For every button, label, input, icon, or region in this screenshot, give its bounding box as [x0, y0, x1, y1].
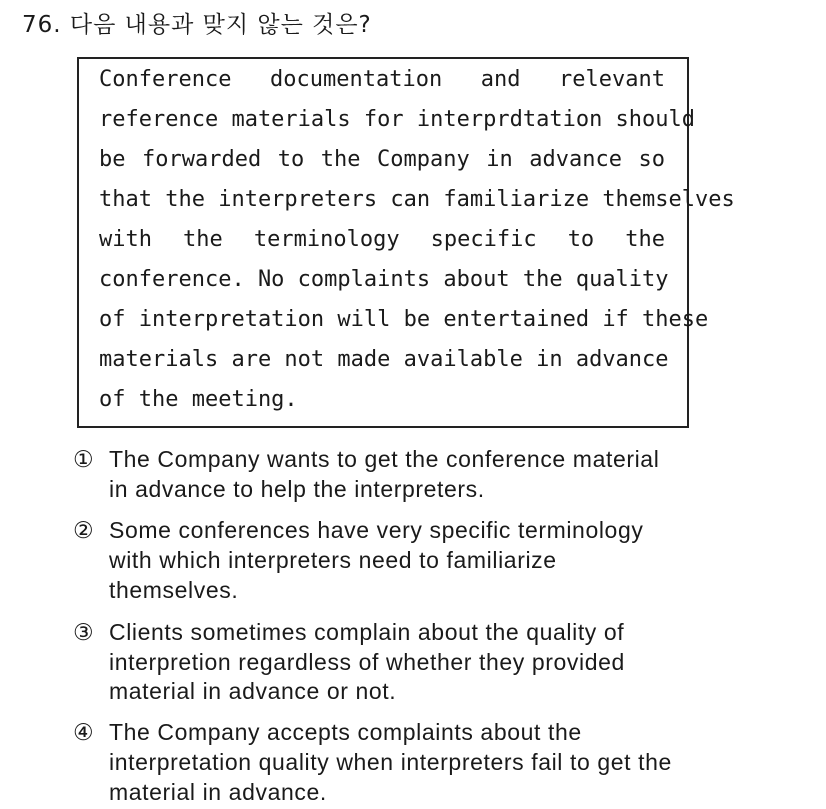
choice-number: ③ [73, 619, 95, 645]
passage-line: be forwarded to the Company in advance so [99, 147, 665, 172]
question-title: 76. 다음 내용과 맞지 않는 것은? [22, 12, 372, 38]
choice-number: ② [73, 517, 95, 543]
choice-text-line: Some conferences have very specific terminology [109, 517, 644, 543]
choice-text-line: material in advance or not. [109, 678, 397, 704]
passage-line: with the terminology specific to the [99, 227, 665, 252]
choice-number: ④ [73, 719, 95, 745]
passage-line: materials are not made available in advance [99, 347, 669, 372]
passage-line: of interpretation will be entertained if these [99, 307, 709, 332]
choice-text-line: themselves. [109, 577, 239, 603]
choice-text-line: material in advance. [109, 779, 327, 805]
choice-text-line: The Company wants to get the conference material [109, 446, 660, 472]
passage-line: conference. No complaints about the quality [99, 267, 669, 292]
passage-line: Conference documentation and relevant [99, 67, 665, 92]
choice-text-line: in advance to help the interpreters. [109, 476, 485, 502]
passage-line: of the meeting. [99, 387, 298, 412]
passage-box [77, 57, 735, 428]
choice-text-line: with which interpreters need to familiarize [109, 547, 557, 573]
choice-number: ① [73, 446, 95, 472]
choice-text-line: interpretion regardless of whether they provided [109, 649, 625, 675]
choice-text-line: Clients sometimes complain about the quality of [109, 619, 625, 645]
choice-text-line: interpretation quality when interpreters fail to get the [109, 749, 672, 775]
passage-line: that the interpreters can familiarize themselves [99, 187, 735, 212]
choice-text-line: The Company accepts complaints about the [109, 719, 582, 745]
passage-line: reference materials for interprdtation should [99, 107, 696, 132]
